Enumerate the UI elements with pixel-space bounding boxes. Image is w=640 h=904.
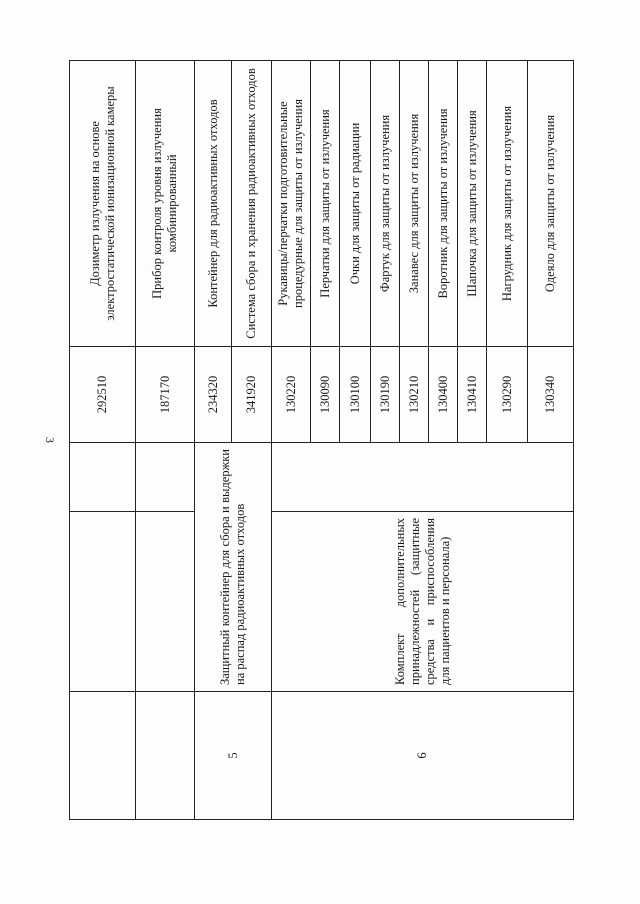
code-cell: 130400 (429, 347, 458, 443)
code-cell: 341920 (232, 347, 272, 443)
code-cell: 234320 (195, 347, 232, 443)
code-cell: 187170 (136, 347, 195, 443)
description-cell: Дозиметр излучения на основе электростатической ионизационной камеры (70, 61, 136, 347)
description-cell: Рукавицы/перчатки подготовительные процедурные для защиты от излучения (272, 61, 311, 347)
description-cell: Система сбора и хранения радиоактивных отходов (232, 61, 272, 347)
table-row (195, 61, 232, 820)
table-row (136, 61, 195, 820)
description-cell: Прибор контроля уровня излучения комбинированный (136, 61, 195, 347)
description-cell: Фартук для защиты от излучения (371, 61, 400, 347)
page-number: 3 (43, 437, 57, 443)
code-cell: 130100 (340, 347, 371, 443)
description-cell: Перчатки для защиты от излучения (311, 61, 340, 347)
table-row (272, 61, 311, 820)
description-cell: Контейнер для радиоактивных отходов (195, 61, 232, 347)
description-cell: Нагрудник для защиты от излучения (487, 61, 528, 347)
item-number-cell: 6 (272, 692, 574, 820)
description-cell: Одеяло для защиты от излучения (528, 61, 574, 347)
description-cell: Занавес для защиты от излучения (400, 61, 429, 347)
code-cell: 130190 (371, 347, 400, 443)
code-cell: 130220 (272, 347, 311, 443)
item-number-cell (70, 692, 136, 820)
item-number-cell: 5 (195, 692, 272, 820)
code-cell: 292510 (70, 347, 136, 443)
extra-cell (136, 443, 195, 512)
code-cell: 130090 (311, 347, 340, 443)
extra-cell (70, 443, 136, 512)
item-name-cell (70, 512, 136, 692)
equipment-table (69, 60, 574, 820)
description-cell: Очки для защиты от радиации (340, 61, 371, 347)
description-cell: Воротник для защиты от излучения (429, 61, 458, 347)
table-container (69, 61, 572, 820)
item-name-cell: Комплект дополнительных принадлежностей (защитные средства и приспособления для пациентов и персонала) (272, 512, 574, 692)
code-cell: 130410 (458, 347, 487, 443)
item-name-cell: Защитный контейнер для сбора и выдержки на распад радиоактивных отходов (195, 443, 272, 692)
table-row (70, 61, 136, 820)
code-cell: 130340 (528, 347, 574, 443)
code-cell: 130290 (487, 347, 528, 443)
code-cell: 130210 (400, 347, 429, 443)
item-number-cell (136, 692, 195, 820)
description-cell: Шапочка для защиты от излучения (458, 61, 487, 347)
item-name-cell (136, 512, 195, 692)
extra-cell (272, 443, 574, 512)
